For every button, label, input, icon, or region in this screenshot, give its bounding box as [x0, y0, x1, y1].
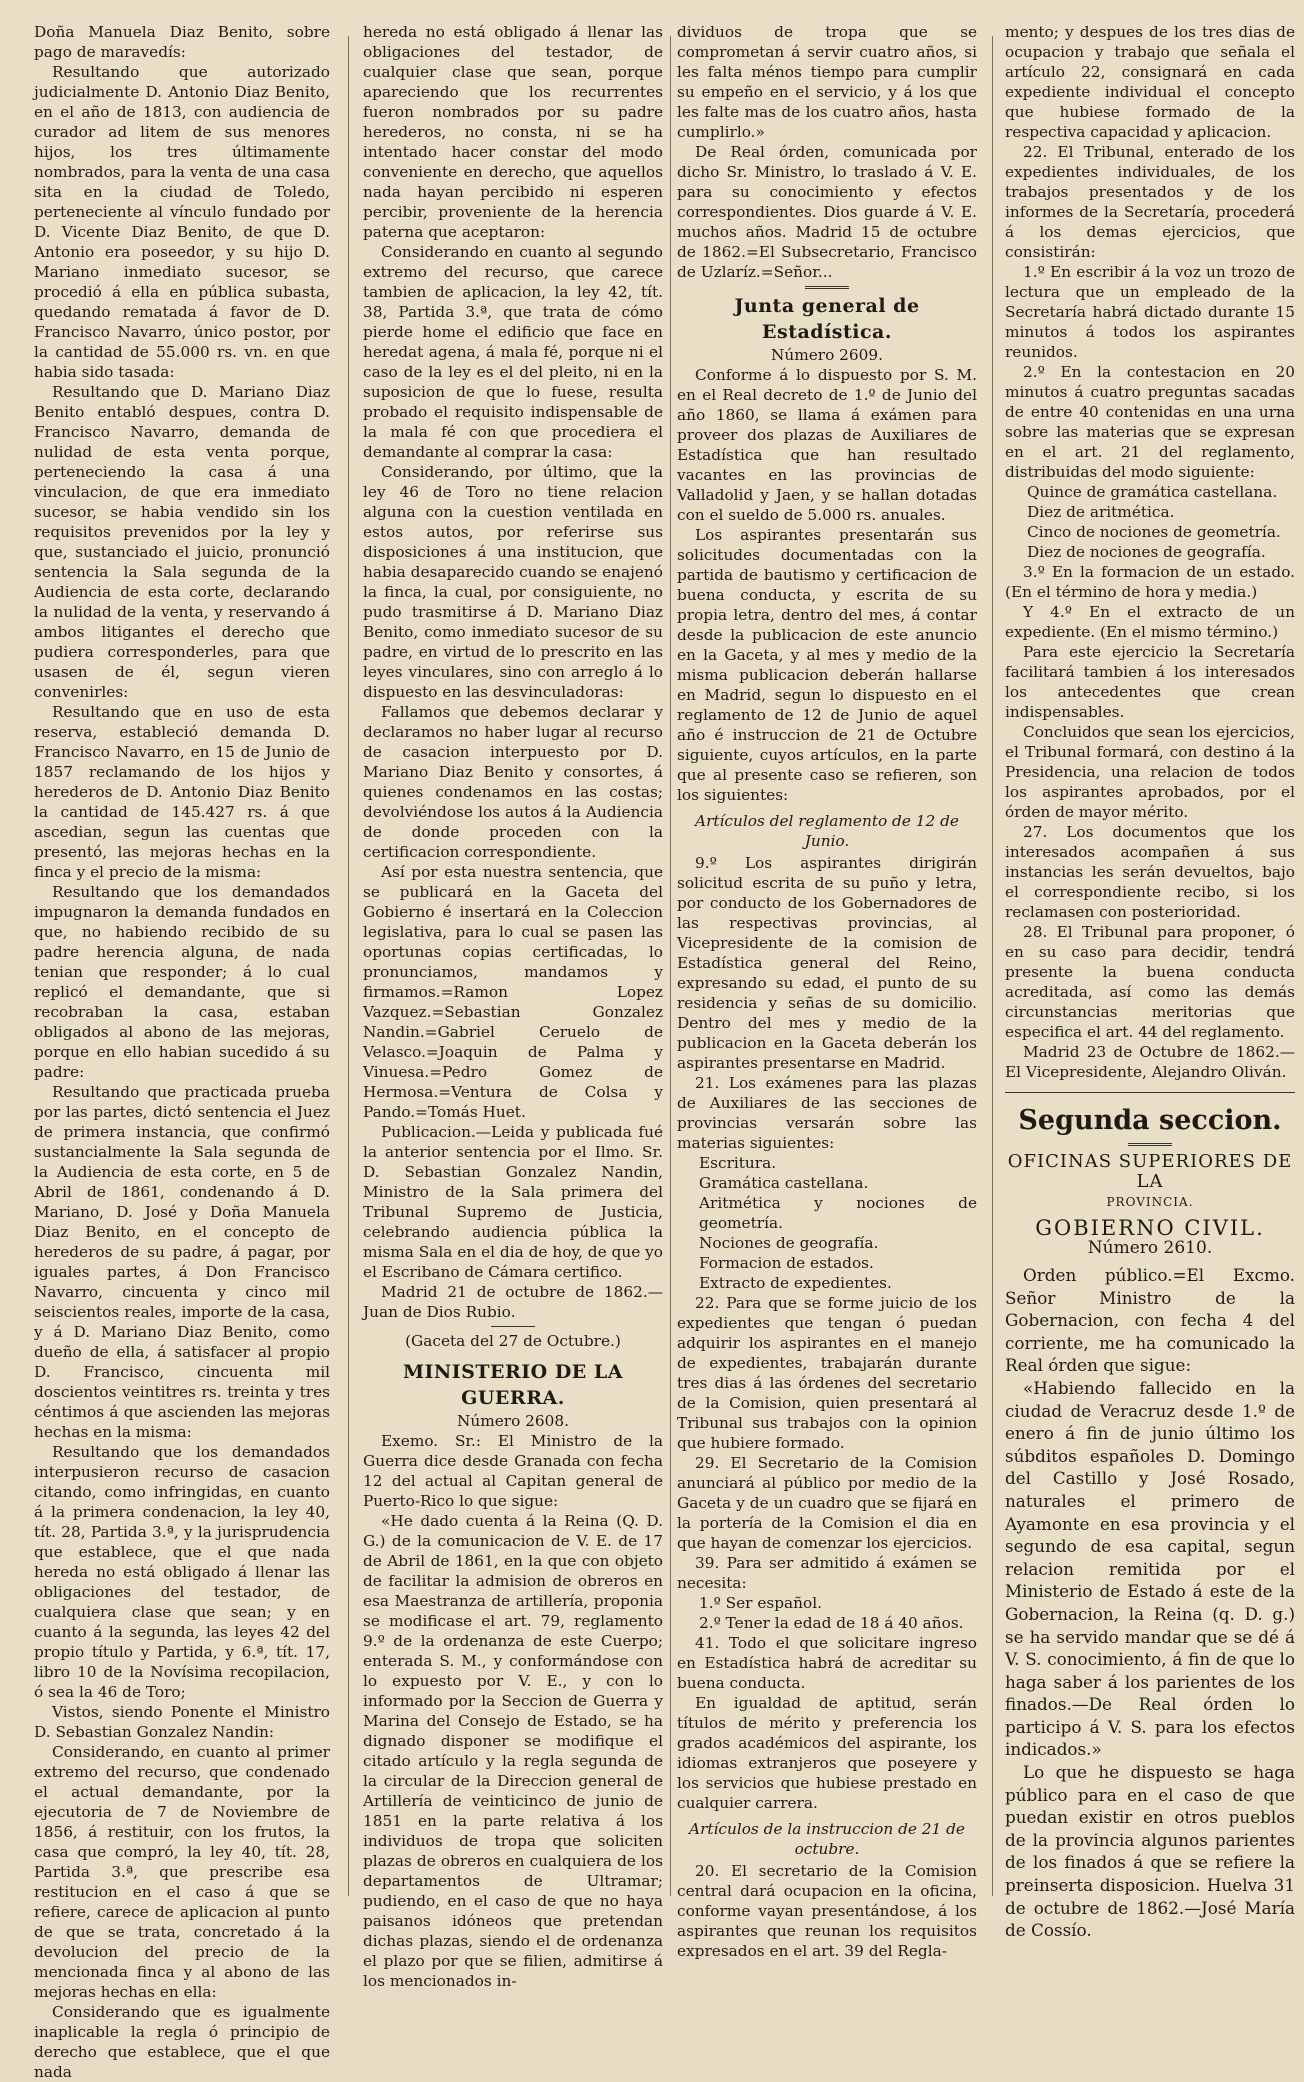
- paragraph: Concluidos que sean los ejercicios, el Tribunal formará, con destino á la Presidencia, una relacion de todos los aspirantes aprobados, por el órden de mayor mérito.: [1005, 723, 1295, 821]
- paragraph: Resultando que los demandados impugnaron la demanda fundados en que, no habiendo recibido de su padre herencia alguna, de nada tenian que responder; á lo cual replicó el demandante, que si recobraban la casa, estaban obligados al abono de las mejoras, porque en ello habian sucedido á su padre:: [34, 883, 330, 1081]
- divider: [805, 286, 849, 289]
- paragraph: En igualdad de aptitud, serán títulos de mérito y preferencia los grados académicos del aspirante, los idiomas extranjeros que poseyere y los servicios que hubiese prestado en cualquier carrera.: [677, 1694, 977, 1812]
- list-item: Escritura.: [699, 1154, 777, 1172]
- paragraph: Los aspirantes presentarán sus solicitudes documentadas con la partida de bautismo y certificacion de buena conducta, y escrita de su propia letra, dentro del mes, á contar desde la publicacion de este anuncio en la Gaceta, y al mes y medio de la misma publicacion deberán hallarse en Madrid, segun lo dispuesto en el reglamento de 12 de Junio de aquel año é instruccion de 21 de Octubre siguiente, cuyos artículos, en la parte que al presente caso se refieren, son los siguientes:: [677, 526, 977, 804]
- decree-number: Número 2610.: [1087, 1238, 1213, 1258]
- paragraph: Para este ejercicio la Secretaría facilitará tambien á los interesados los antecedentes que crean indispensables.: [1005, 643, 1295, 721]
- paragraph: 28. El Tribunal para proponer, ó en su caso para decidir, tendrá presente la buena conducta acreditada, así como las demás circunstancias meritorias que especifica el art. 44 del reglamento.: [1005, 923, 1295, 1041]
- paragraph: Resultando que autorizado judicialmente D. Antonio Diaz Benito, en el año de 1813, con audiencia de curador ad litem de sus menores hijos, los tres últimamente nombrados, para la venta de una casa sita en la ciudad de Toledo, perteneciente al vínculo fundado por D. Vicente Diaz Benito, de que D. Antonio era poseedor, y su hijo D. Mariano inmediato sucesor, se procedió á ella en pública subasta, quedando rematada á favor de D. Francisco Navarro, único postor, por la cantidad de 55.000 rs. vn. en que habia sido tasada:: [34, 63, 330, 381]
- paragraph: 2.º En la contestacion en 20 minutos á cuatro preguntas sacadas de entre 40 contenidas en una urna sobre las materias que se expresan en el art. 21 del reglamento, distribuidas del modo siguiente:: [1005, 363, 1295, 481]
- decree-number: Número 2609.: [771, 346, 883, 364]
- subheading: Artículos del reglamento de 12 de Junio.: [695, 812, 959, 850]
- list-item: Aritmética y nociones de geometría.: [699, 1194, 977, 1232]
- divider: [491, 1326, 535, 1327]
- paragraph: Publicacion.—Leida y publicada fué la anterior sentencia por el Ilmo. Sr. D. Sebastian Gonzalez Nandin, Ministro de la Sala primera del Tribunal Supremo de Justicia, celebrando audiencia pública la misma Sala en el dia de hoy, de que yo el Escribano de Cámara certifico.: [363, 1123, 663, 1281]
- column-divider: [992, 36, 993, 1896]
- paragraph: Así por esta nuestra sentencia, que se publicará en la Gaceta del Gobierno é insertará en la Coleccion legislativa, para lo cual se pasen las oportunas copias certificadas, lo pronunciamos, mandamos y firmamos.=Ramon Lopez Vazquez.=Sebastian Gonzalez Nandin.=Gabriel Ceruelo de Velasco.=Joaquin de Palma y Vinuesa.=Pedro Gomez de Hermosa.=Ventura de Colsa y Pando.=Tomás Huet.: [363, 863, 663, 1121]
- paragraph: 21. Los exámenes para las plazas de Auxiliares de las secciones de provincias versarán sobre las materias siguientes:: [677, 1074, 977, 1152]
- list-item: Diez de aritmética.: [1027, 503, 1175, 521]
- list-item: Nociones de geografía.: [699, 1234, 879, 1252]
- paragraph: Resultando que D. Mariano Diaz Benito entabló despues, contra D. Francisco Navarro, demanda de nulidad de esta venta porque, perteneciendo la casa á una vinculacion, de que era inmediato sucesor, se habia vendido sin los requisitos prevenidos por la ley y que, sustanciado el juicio, pronunció sentencia la Sala segunda de la Audiencia de esta corte, declarando la nulidad de la venta, y reservando á ambos litigantes el derecho que pudiera corresponderles, para que usasen de él, segun vieren convenirles:: [34, 383, 330, 701]
- list-item: Quince de gramática castellana.: [1027, 483, 1278, 501]
- paragraph: 29. El Secretario de la Comision anunciará al público por medio de la Gaceta y de un cuadro que se fijará en la portería de la Comision el dia en que hayan de comenzar los ejercicios.: [677, 1454, 977, 1552]
- paragraph: Considerando que es igualmente inaplicable la regla ó principio de derecho que establece, que el que nada: [34, 2003, 330, 2081]
- paragraph: 20. El secretario de la Comision central dará ocupacion en la oficina, conforme vayan presentándose, á los aspirantes que reunan los requisitos expresados en el art. 39 del Regla-: [677, 1862, 977, 1960]
- gobierno-body: [1005, 1264, 1295, 1942]
- paragraph: Madrid 21 de octubre de 1862.—Juan de Dios Rubio.: [363, 1283, 663, 1321]
- paragraph: 1.º En escribir á la voz un trozo de lectura que un empleado de la Secretaría habrá dictado durante 15 minutos á todos los aspirantes reunidos.: [1005, 263, 1295, 361]
- paragraph: hereda no está obligado á llenar las obligaciones del testador, de cualquier clase que sean, porque apareciendo que los recurrentes fueron nombrados por su padre herederos, no consta, ni se ha intentado hacer constar del modo conveniente en derecho, que aquellos nada hayan percibido ni esperen percibir, proveniente de la herencia paterna que aceptaron:: [363, 23, 663, 241]
- paragraph: 3.º En la formacion de un estado. (En el término de hora y media.): [1005, 563, 1295, 601]
- paragraph: «He dado cuenta á la Reina (Q. D. G.) de la comunicacion de V. E. de 17 de Abril de 1861, en la que con objeto de facilitar la admision de obreros en esa Maestranza de artillería, proponia se modificase el art. 79, reglamento 9.º de la ordenanza de este Cuerpo; enterada S. M., y conformándose con lo expuesto por V. E., y con lo informado por la Seccion de Guerra y Marina del Consejo de Estado, se ha dignado disponer se modifique el citado artículo y la regla segunda de la circular de la Direccion general de Artillería de veinticinco de junio de 1851 en la parte relativa á los individuos de tropa que soliciten plazas de obreros en cualquiera de los departamentos de Ultramar; pudiendo, en el caso de que no haya paisanos idóneos que pretendan dichas plazas, siendo el de ordenanza el plazo por que se filien, admitirse á los mencionados in-: [363, 1512, 663, 1990]
- column-divider: [670, 36, 671, 1896]
- gobierno-heading: GOBIERNO CIVIL.: [1035, 1216, 1265, 1240]
- list-item: 1.º Ser español.: [699, 1594, 822, 1612]
- column-1: [34, 22, 330, 2081]
- decree-number: Número 2608.: [457, 1412, 569, 1430]
- list-item: Gramática castellana.: [699, 1174, 869, 1192]
- divider: [1128, 1143, 1172, 1146]
- section-heading: Segunda seccion.: [1018, 1105, 1282, 1136]
- list-item: Cinco de nociones de geometría.: [1027, 523, 1281, 541]
- list-item: Formacion de estados.: [699, 1254, 874, 1272]
- paragraph: Considerando en cuanto al segundo extremo del recurso, que carece tambien de aplicacion, la ley 42, tít. 38, Partida 3.ª, que trata de cómo pierde home el edificio que face en heredat agena, á mala fé, porque ni el caso de la ley es el del pleito, ni en la suposicion de que lo fuese, resulta probado el requisito indispensable de la mala fé con que procediera el demandante al comprar la casa:: [363, 243, 663, 461]
- column-4: [1005, 22, 1295, 1941]
- paragraph: Exemo. Sr.: El Ministro de la Guerra dice desde Granada con fecha 12 del actual al Capitan general de Puerto-Rico lo que sigue:: [363, 1432, 663, 1510]
- province-heading: PROVINCIA.: [1106, 1195, 1194, 1209]
- paragraph: Y 4.º En el extracto de un expediente. (En el mismo término.): [1005, 603, 1295, 641]
- paragraph: Resultando que en uso de esta reserva, estableció demanda D. Francisco Navarro, en 15 de Junio de 1857 reclamando de los hijos y herederos de D. Antonio Diaz Benito la cantidad de 145.427 rs. á que ascedian, segun las cuentas que presentó, las mejoras hechas en la finca y el precio de la misma:: [34, 703, 330, 881]
- subheading: Artículos de la instruccion de 21 de octubre.: [689, 1820, 965, 1858]
- paragraph: Conforme á lo dispuesto por S. M. en el Real decreto de 1.º de Junio del año 1860, se llama á exámen para proveer dos plazas de Auxiliares de Estadística que han resultado vacantes en las provincias de Valladolid y Jaen, y se hallan dotadas con el sueldo de 5.000 rs. anuales.: [677, 366, 977, 524]
- paragraph: Considerando, en cuanto al primer extremo del recurso, que condenado el actual demandante, por la ejecutoria de 7 de Noviembre de 1856, á restituir, con los frutos, la casa que compró, la ley 40, tít. 28, Partida 3.ª, que prescribe esa restitucion en el caso á que se refiere, carece de aplicacion al punto de que se trata, concretado á la devolucion del precio de la mencionada finca y al abono de las mejoras hechas en ella:: [34, 1743, 330, 2001]
- paragraph: dividuos de tropa que se comprometan á servir cuatro años, si les falta ménos tiempo para cumplir su empeño en el servicio, y á los que les falte mas de los cuatro años, hasta cumplirlo.»: [677, 23, 977, 141]
- paragraph: Resultando que los demandados interpusieron recurso de casacion citando, como infringidas, en cuanto á la primera condenacion, la ley 40, tít. 28, Partida 3.ª, y la jurisprudencia que establece, que el que nada hereda no está obligado á llenar las obligaciones del testador, de cualquiera clase que sean; y en cuanto á la segunda, las leyes 42 del propio título y Partida, y 6.ª, tít. 17, libro 10 de la Novísima recopilacion, ó sea la 46 de Toro;: [34, 1443, 330, 1701]
- paragraph: De Real órden, comunicada por dicho Sr. Ministro, lo traslado á V. E. para su conocimiento y efectos correspondientes. Dios guarde á V. E. muchos años. Madrid 15 de octubre de 1862.=El Subsecretario, Francisco de Uzlaríz.=Señor...: [677, 143, 977, 281]
- paragraph: 41. Todo el que solicitare ingreso en Estadística habrá de acreditar su buena conducta.: [677, 1634, 977, 1692]
- paragraph: 22. El Tribunal, enterado de los expedientes individuales, de los trabajos presentados y de los informes de la Secretaría, procederá á los demas ejercicios, que consistirán:: [1005, 143, 1295, 261]
- paragraph: Fallamos que debemos declarar y declaramos no haber lugar al recurso de casacion interpuesto por D. Mariano Diaz Benito y consortes, á quienes condenamos en las costas; devolviéndose los autos á la Audiencia de donde proceden con la certificacion correspondiente.: [363, 703, 663, 861]
- paragraph: «Habiendo fallecido en la ciudad de Veracruz desde 1.º de enero á fin de junio último los súbditos españoles D. Domingo del Castillo y José Rosado, naturales el primero de Ayamonte en esa provincia y el segundo de esa capital, segun relacion remitida por el Ministerio de Estado á este de la Gobernacion, la Reina (q. D. g.) se ha servido mandar que se dé á V. S. conocimiento, á fin de que lo haga saber á los parientes de los finados.—De Real órden lo participo á V. S. para los efectos indicados.»: [1005, 1377, 1295, 1760]
- ministry-heading: MINISTERIO DE LA GUERRA.: [402, 1361, 624, 1409]
- paragraph: Doña Manuela Diaz Benito, sobre pago de maravedís:: [34, 23, 330, 61]
- paragraph: Considerando, por último, que la ley 46 de Toro no tiene relacion alguna con la cuestion ventilada en estos autos, por referirse sus disposiciones á una institucion, que habia desaparecido cuando se enajenó la finca, la cual, por consiguiente, no pudo trasmitirse á D. Mariano Diaz Benito, como inmediato sucesor de su padre, en virtud de lo prescrito en las leyes vinculares, sino con arreglo á lo dispuesto en las desvinculadoras:: [363, 463, 663, 701]
- paragraph: Orden público.=El Excmo. Señor Ministro de la Gobernacion, con fecha 4 del corriente, me ha comunicado la Real órden que sigue:: [1005, 1265, 1295, 1376]
- column-divider: [348, 36, 349, 1896]
- source-note: (Gaceta del 27 de Octubre.): [405, 1332, 621, 1350]
- list-item: Diez de nociones de geografía.: [1027, 543, 1266, 561]
- paragraph: 9.º Los aspirantes dirigirán solicitud escrita de su puño y letra, por conducto de los Gobernadores de las respectivas provincias, al Vicepresidente de la comision de Estadística general del Reino, expresando su edad, el punto de su residencia y señas de su domicilio. Dentro del mes y medio de la publicacion en la Gaceta deberán los aspirantes presentarse en Madrid.: [677, 854, 977, 1072]
- paragraph: 39. Para ser admitido á exámen se necesita:: [677, 1554, 977, 1592]
- paragraph: mento; y despues de los tres dias de ocupacion y trabajo que señala el artículo 22, consignará en cada expediente individual el concepto que hubiese formado de la respectiva capacidad y aplicacion.: [1005, 23, 1295, 141]
- paragraph: 22. Para que se forme juicio de los expedientes que tengan ó puedan adquirir los aspirantes en el manejo de expedientes, trabajarán durante tres dias á las órdenes del secretario de la Comision, quien presentará al Tribunal sus trabajos con la opinion que hubiere formado.: [677, 1294, 977, 1452]
- signature: Madrid 23 de Octubre de 1862.—El Vicepresidente, Alejandro Oliván.: [1005, 1043, 1295, 1081]
- column-3: [677, 22, 977, 1960]
- column-2: [363, 22, 663, 1990]
- list-item: Extracto de expedientes.: [699, 1274, 892, 1292]
- paragraph: Vistos, siendo Ponente el Ministro D. Sebastian Gonzalez Nandin:: [34, 1703, 330, 1741]
- list-item: 2.º Tener la edad de 18 á 40 años.: [699, 1614, 964, 1632]
- paragraph: Resultando que practicada prueba por las partes, dictó sentencia el Juez de primera instancia, que confirmó sustancialmente la Sala segunda de la Audiencia de esta corte, en 5 de Abril de 1861, condenando á D. Mariano, D. José y Doña Manuela Diaz Benito, en el concepto de herederos de su padre, á pagar, por iguales partes, á Don Francisco Navarro, cincuenta y cinco mil seiscientos reales, importe de la casa, y á D. Mariano Diaz Benito, como dueño de ella, á satisfacer al propio D. Francisco, cincuenta mil doscientos veintitres rs. treinta y tres céntimos á que ascienden las mejoras hechas en la misma:: [34, 1083, 330, 1441]
- offices-heading: OFICINAS SUPERIORES DE LA: [1007, 1151, 1293, 1192]
- section-divider: [1005, 1092, 1295, 1093]
- paragraph: Lo que he dispuesto se haga público para en el caso de que puedan existir en otros pueblos de la provincia algunos parientes de los finados á que se refiere la preinserta disposicion. Huelva 31 de octubre de 1862.—José María de Cossío.: [1005, 1762, 1295, 1941]
- junta-heading: Junta general de Estadística.: [734, 295, 920, 343]
- paragraph: 27. Los documentos que los interesados acompañen á sus instancias les serán devueltos, bajo el correspondiente recibo, si los reclamasen con posterioridad.: [1005, 823, 1295, 921]
